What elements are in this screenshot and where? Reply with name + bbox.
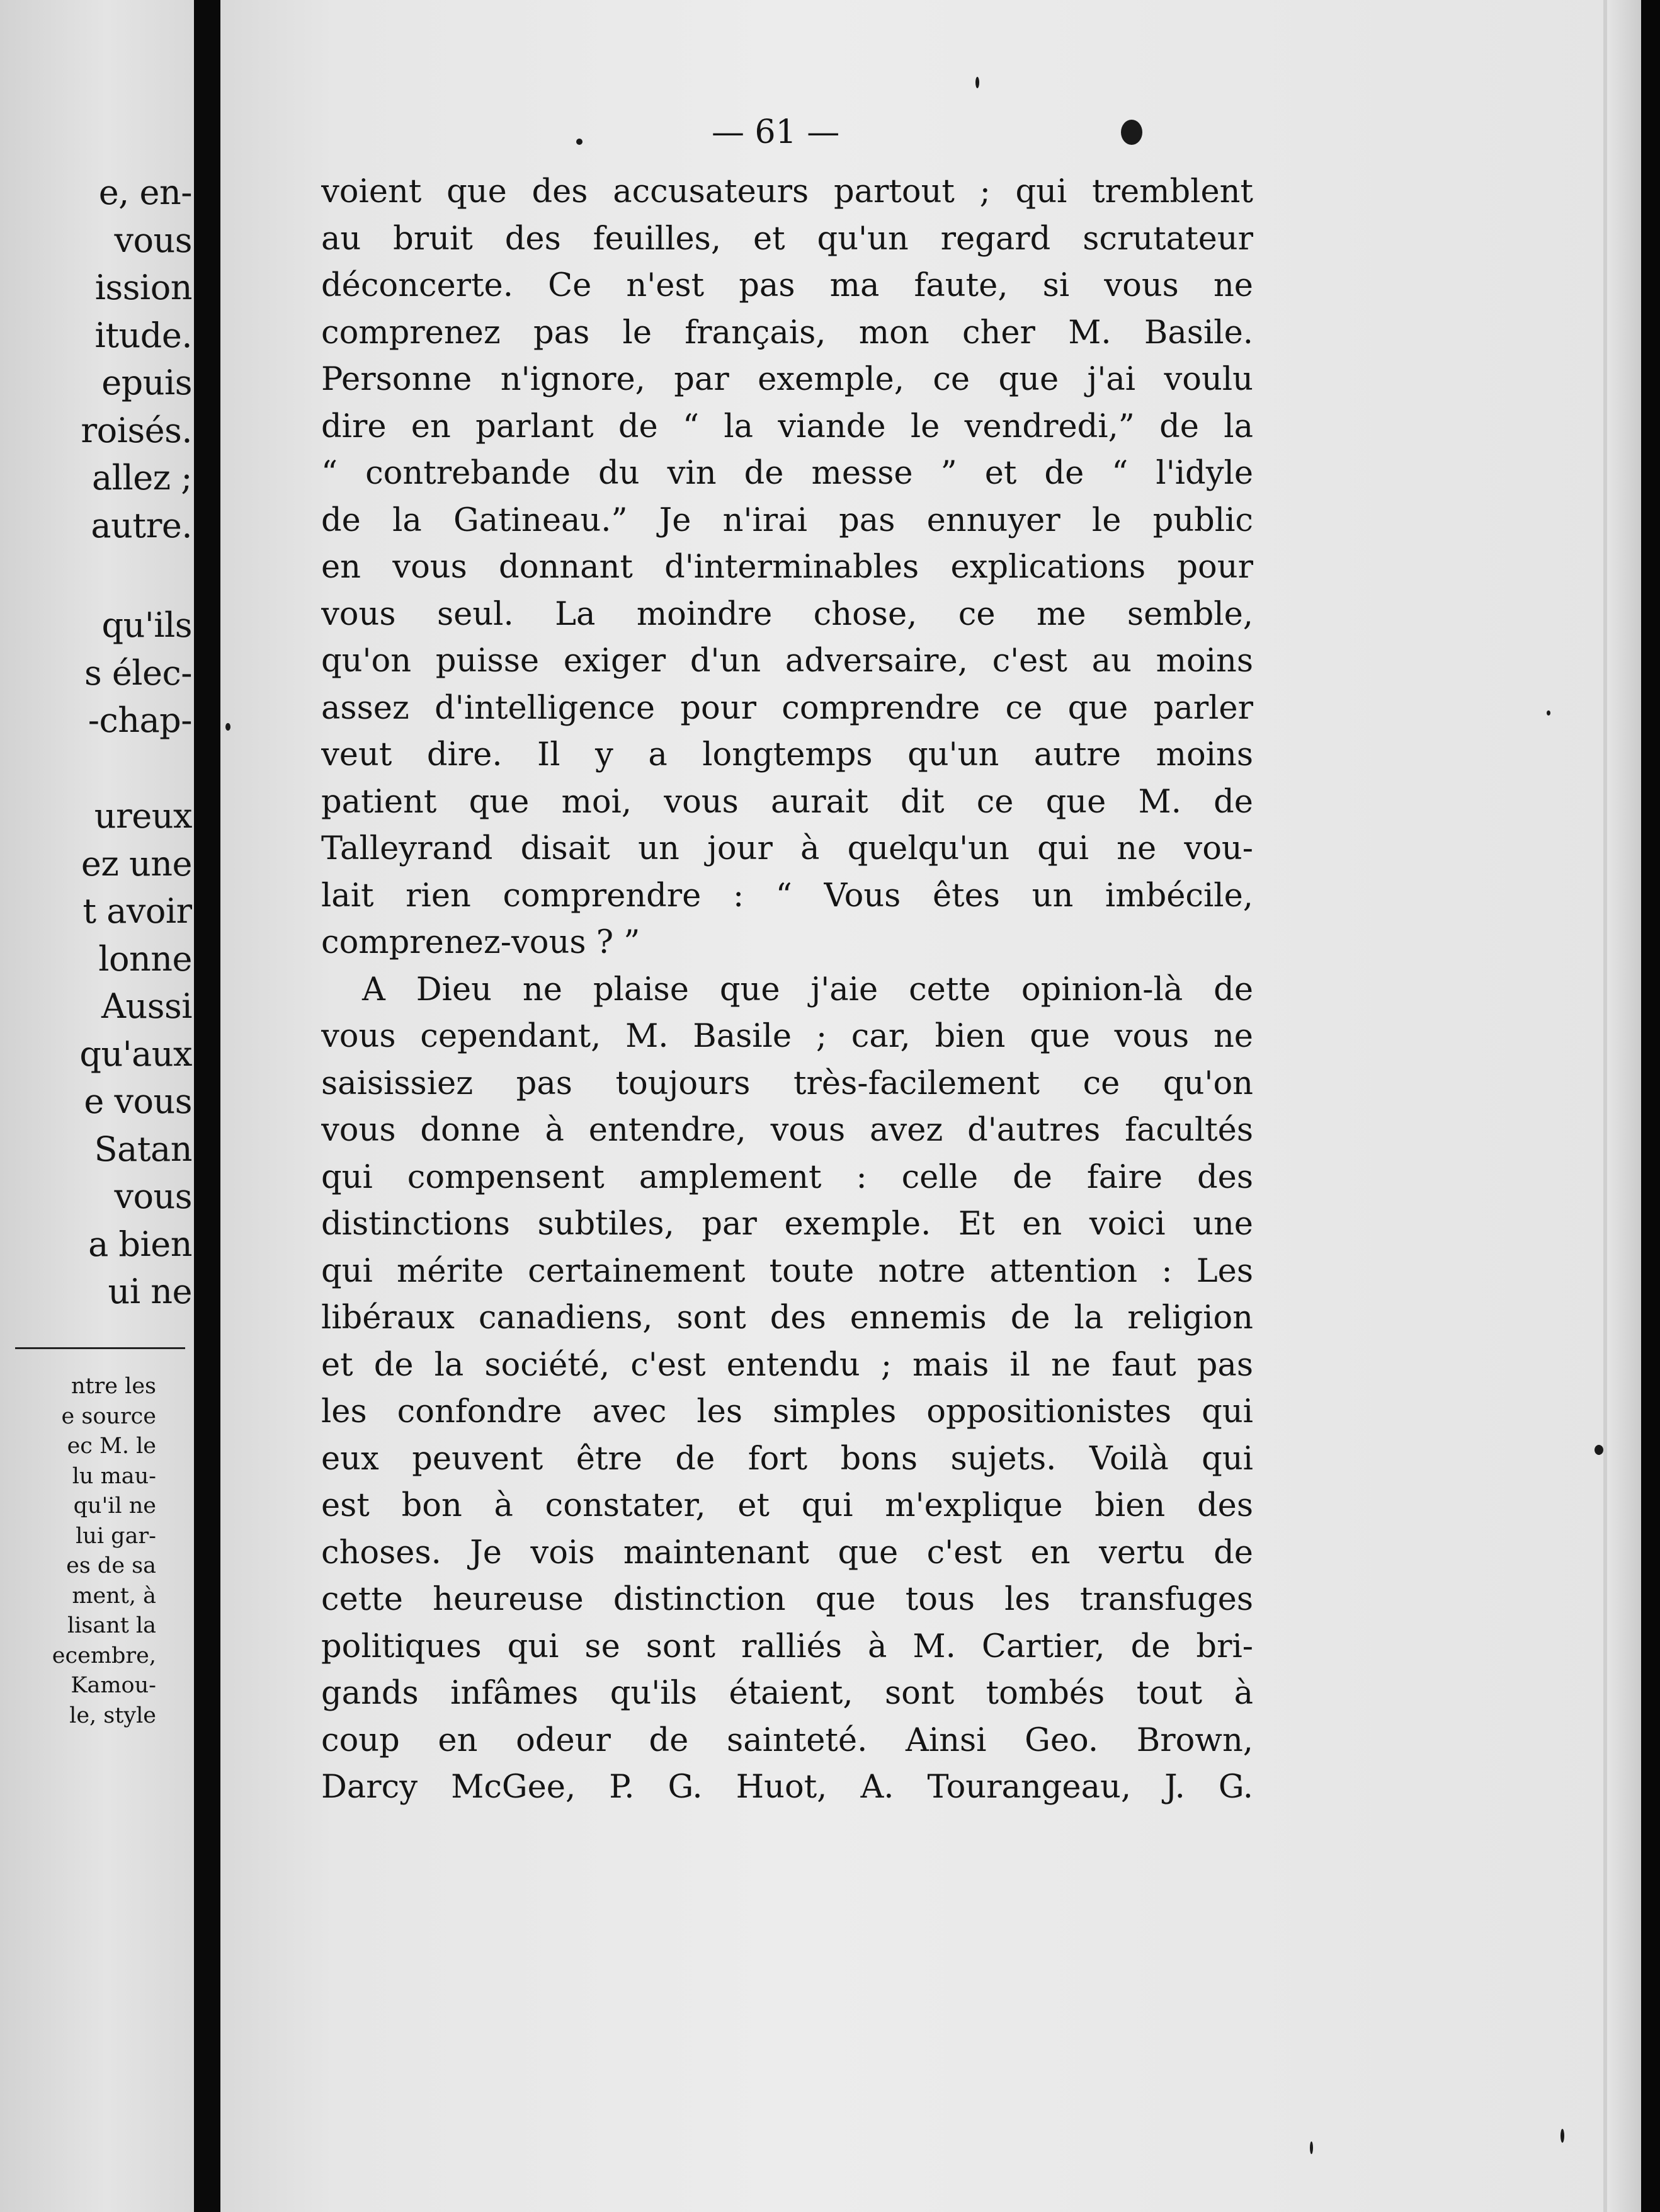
text-line: comprenez-vous ? ” [321, 924, 640, 961]
text-line: veut dire. Il y a longtemps qu'un autre moins [321, 736, 1253, 773]
text-line: et de la société, c'est entendu ; mais il ne faut pas [321, 1346, 1253, 1384]
left-page-line: Aussi [101, 986, 192, 1026]
left-page-footnote-line: es de sa [66, 1553, 156, 1578]
text-line: qui compensent amplement : celle de faire des [321, 1158, 1253, 1196]
text-line: les confondre avec les simples oppositionistes qui [321, 1393, 1253, 1430]
scan-speck [1595, 1445, 1603, 1455]
text-line: vous seul. La moindre chose, ce me semble, [321, 595, 1253, 633]
left-page-line: a bien [88, 1224, 192, 1264]
left-page-footnote-line: ecembre, [52, 1643, 156, 1668]
left-page-footnote-line: le, style [69, 1702, 156, 1728]
left-page-line: autre. [91, 505, 192, 545]
left-page-line: t avoir [82, 891, 192, 931]
left-page-line: ui ne [108, 1272, 192, 1311]
left-page-line: ez une [81, 843, 192, 884]
text-line: qui mérite certainement toute notre attention : Les [321, 1252, 1253, 1290]
left-page-footnote [0, 1372, 156, 1731]
page-edge-shadow [1603, 0, 1645, 2212]
scan-speck [1310, 2141, 1313, 2154]
text-line: choses. Je vois maintenant que c'est en vertu de [321, 1534, 1253, 1571]
left-page-text-middle [0, 601, 192, 744]
left-page-line: allez ; [91, 458, 192, 498]
text-line: lait rien comprendre : “ Vous êtes un imbécile, [321, 877, 1253, 915]
left-page-line: lonne [98, 938, 192, 979]
text-line: Personne n'ignore, par exemple, ce que j'ai voulu [321, 361, 1253, 398]
left-page-line: itude. [94, 315, 192, 355]
text-line: voient que des accusateurs partout ; qui tremblent [321, 173, 1253, 210]
text-line: dire en parlant de “ la viande le vendredi,” de la [321, 408, 1253, 445]
text-line: déconcerte. Ce n'est pas ma faute, si vous ne [321, 267, 1253, 304]
scan-speck [1121, 120, 1142, 145]
text-line: politiques qui se sont ralliés à M. Cartier, de bri- [321, 1628, 1253, 1665]
left-page-line: s élec- [84, 653, 192, 693]
text-line: A Dieu ne plaise que j'aie cette opinion-là de [362, 971, 1253, 1008]
left-page-footnote-line: ment, à [72, 1583, 156, 1609]
text-line: saisissiez pas toujours très-facilement ce qu'on [321, 1064, 1253, 1102]
left-page-footnote-line: Kamou- [71, 1673, 156, 1698]
text-line: comprenez pas le français, mon cher M. Basile. [321, 314, 1253, 351]
left-page-footnote-line: lisant la [67, 1613, 156, 1638]
text-line: cette heureuse distinction que tous les transfuges [321, 1581, 1253, 1618]
left-page-line: e, en- [98, 173, 192, 212]
text-line: de la Gatineau.” Je n'irai pas ennuyer le public [321, 501, 1253, 539]
footnote-rule [15, 1347, 185, 1349]
left-page-line: e vous [84, 1081, 192, 1121]
scan-speck [975, 77, 979, 88]
scan-speck [1547, 710, 1550, 715]
left-page-footnote-line: lu mau- [72, 1463, 156, 1489]
text-line: est bon à constater, et qui m'explique bien des [321, 1487, 1253, 1524]
left-page-line: roisés. [81, 410, 192, 450]
text-line: qu'on puisse exiger d'un adversaire, c'est au moins [321, 642, 1253, 680]
text-line: assez d'intelligence pour comprendre ce que parler [321, 689, 1253, 727]
left-page-line: ureux [94, 796, 192, 836]
text-line: au bruit des feuilles, et qu'un regard scrutateur [321, 220, 1253, 258]
page-number: — 61 — [712, 113, 840, 151]
left-page-line: vous [114, 220, 192, 260]
text-line: gands infâmes qu'ils étaient, sont tombés tout à [321, 1675, 1253, 1712]
left-page-line: vous [114, 1177, 192, 1216]
left-page-footnote-line: e source [61, 1403, 156, 1429]
scan-speck [576, 139, 583, 145]
left-page-line: Satan [94, 1129, 192, 1169]
left-page-line: -chap- [88, 700, 192, 740]
scan-speck [225, 723, 230, 731]
scan-border [1641, 0, 1660, 2212]
paragraph [321, 169, 1253, 967]
left-page-line: epuis [101, 363, 192, 402]
left-page-footnote-line: qu'il ne [73, 1493, 156, 1519]
text-line: vous cependant, M. Basile ; car, bien que vous ne [321, 1018, 1253, 1055]
text-line: en vous donnant d'interminables explications pour [321, 549, 1253, 586]
text-line: eux peuvent être de fort bons sujets. Voilà qui [321, 1440, 1253, 1478]
left-page-line: ission [94, 268, 192, 307]
body-text [321, 169, 1253, 1811]
left-page [0, 0, 194, 2212]
left-page-footnote-line: ntre les [71, 1374, 156, 1399]
text-line: Darcy McGee, P. G. Huot, A. Tourangeau, J. G. [321, 1769, 1253, 1806]
text-line: patient que moi, vous aurait dit ce que M. de [321, 783, 1253, 821]
left-page-line: qu'ils [101, 605, 192, 645]
book-spine [194, 0, 220, 2212]
left-page-text-upper [0, 169, 192, 549]
left-page-text-lower [0, 792, 192, 1316]
text-line: “ contrebande du vin de messe ” et de “ l'idyle [321, 455, 1253, 492]
left-page-footnote-line: ec M. le [67, 1434, 156, 1459]
left-page-footnote-line: lui gar- [76, 1523, 156, 1549]
paragraph [321, 967, 1253, 1811]
left-page-line: qu'aux [79, 1034, 192, 1074]
text-line: coup en odeur de sainteté. Ainsi Geo. Brown, [321, 1721, 1253, 1759]
scan-speck [1561, 2129, 1564, 2143]
text-line: vous donne à entendre, vous avez d'autres facultés [321, 1112, 1253, 1149]
text-line: libéraux canadiens, sont des ennemis de la religion [321, 1299, 1253, 1337]
text-line: Talleyrand disait un jour à quelqu'un qui ne vou- [321, 830, 1253, 867]
text-line: distinctions subtiles, par exemple. Et en voici une [321, 1206, 1253, 1243]
